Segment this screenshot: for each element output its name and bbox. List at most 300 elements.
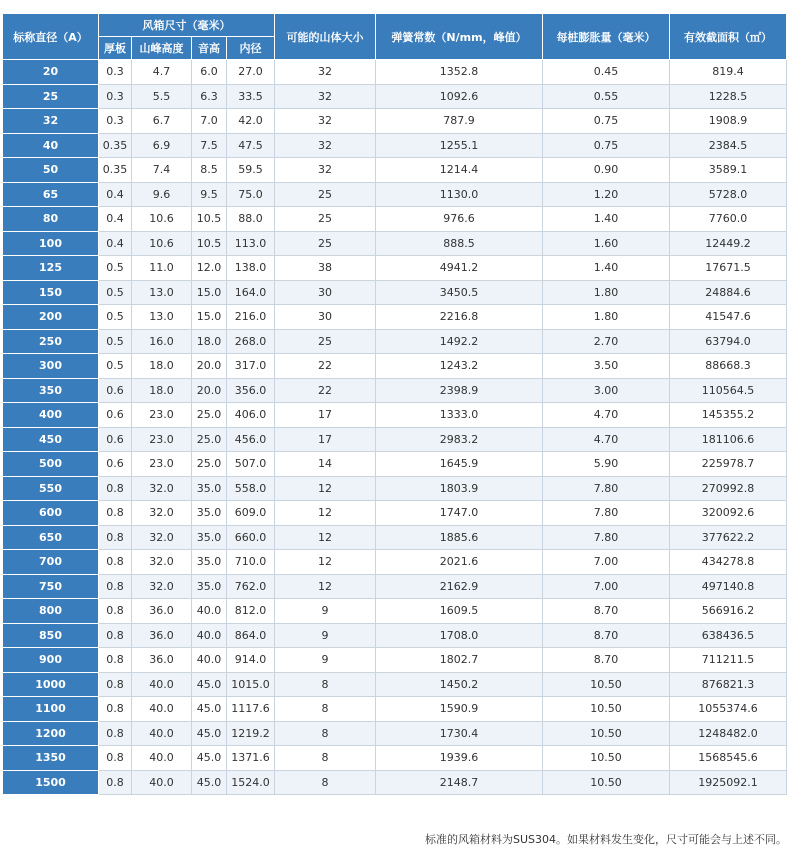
table-cell: 1.80 [543, 305, 670, 330]
table-row [3, 452, 787, 477]
table-cell: 7.5 [192, 133, 227, 158]
table-row [3, 770, 787, 795]
table-cell: 24884.6 [670, 280, 787, 305]
table-cell: 40.0 [132, 721, 192, 746]
table-cell: 0.45 [543, 60, 670, 85]
table-cell: 9 [275, 599, 376, 624]
table-cell: 0.8 [99, 476, 132, 501]
table-cell: 7.80 [543, 501, 670, 526]
table-cell: 32 [275, 109, 376, 134]
table-cell: 711211.5 [670, 648, 787, 673]
bellows-spec-table [2, 13, 787, 795]
table-row [3, 109, 787, 134]
table-cell: 6.9 [132, 133, 192, 158]
table-cell: 0.5 [99, 256, 132, 281]
table-cell: 32 [275, 84, 376, 109]
table-cell: 12 [275, 501, 376, 526]
table-cell: 18.0 [132, 354, 192, 379]
table-cell: 22 [275, 378, 376, 403]
table-row [3, 84, 787, 109]
table-cell: 10.6 [132, 207, 192, 232]
table-cell: 1802.7 [376, 648, 543, 673]
table-row [3, 403, 787, 428]
table-cell: 8.5 [192, 158, 227, 183]
table-cell: 1939.6 [376, 746, 543, 771]
table-cell: 4.70 [543, 427, 670, 452]
table-row [3, 378, 787, 403]
table-cell: 819.4 [670, 60, 787, 85]
table-row [3, 256, 787, 281]
table-cell: 1.80 [543, 280, 670, 305]
table-row [3, 501, 787, 526]
table-cell: 17 [275, 403, 376, 428]
table-cell: 14 [275, 452, 376, 477]
table-cell: 25.0 [192, 403, 227, 428]
table-cell: 25.0 [192, 427, 227, 452]
table-cell: 40.0 [132, 672, 192, 697]
row-header-cell: 65 [3, 182, 99, 207]
row-header-cell: 1000 [3, 672, 99, 697]
table-row [3, 599, 787, 624]
table-row [3, 182, 787, 207]
table-cell: 16.0 [132, 329, 192, 354]
table-cell: 876821.3 [670, 672, 787, 697]
table-cell: 13.0 [132, 305, 192, 330]
row-header-cell: 125 [3, 256, 99, 281]
table-cell: 434278.8 [670, 550, 787, 575]
row-header-cell: 1500 [3, 770, 99, 795]
table-cell: 75.0 [227, 182, 275, 207]
table-row [3, 550, 787, 575]
table-row [3, 305, 787, 330]
table-cell: 1.20 [543, 182, 670, 207]
table-cell: 1450.2 [376, 672, 543, 697]
table-cell: 35.0 [192, 574, 227, 599]
table-row [3, 354, 787, 379]
table-cell: 2384.5 [670, 133, 787, 158]
table-cell: 7760.0 [670, 207, 787, 232]
table-cell: 27.0 [227, 60, 275, 85]
table-cell: 3589.1 [670, 158, 787, 183]
table-cell: 1.40 [543, 256, 670, 281]
table-cell: 1243.2 [376, 354, 543, 379]
table-cell: 7.00 [543, 550, 670, 575]
table-cell: 2162.9 [376, 574, 543, 599]
row-header-cell: 750 [3, 574, 99, 599]
table-cell: 0.75 [543, 109, 670, 134]
table-cell: 1352.8 [376, 60, 543, 85]
table-cell: 4941.2 [376, 256, 543, 281]
table-cell: 558.0 [227, 476, 275, 501]
table-row [3, 427, 787, 452]
table-cell: 40.0 [192, 648, 227, 673]
table-cell: 17 [275, 427, 376, 452]
table-cell: 35.0 [192, 476, 227, 501]
table-cell: 8 [275, 721, 376, 746]
table-cell: 25 [275, 207, 376, 232]
header-inner-diameter: 内径 [227, 37, 275, 60]
table-cell: 41547.6 [670, 305, 787, 330]
header-peak-height: 山峰高度 [132, 37, 192, 60]
table-cell: 1228.5 [670, 84, 787, 109]
table-cell: 914.0 [227, 648, 275, 673]
table-cell: 113.0 [227, 231, 275, 256]
table-cell: 10.5 [192, 207, 227, 232]
table-cell: 36.0 [132, 648, 192, 673]
table-cell: 1214.4 [376, 158, 543, 183]
table-cell: 0.6 [99, 403, 132, 428]
table-cell: 25 [275, 231, 376, 256]
table-cell: 10.50 [543, 721, 670, 746]
row-header-cell: 40 [3, 133, 99, 158]
table-cell: 12 [275, 574, 376, 599]
table-cell: 7.0 [192, 109, 227, 134]
table-cell: 1.60 [543, 231, 670, 256]
table-cell: 42.0 [227, 109, 275, 134]
table-cell: 377622.2 [670, 525, 787, 550]
table-cell: 9 [275, 623, 376, 648]
table-cell: 1371.6 [227, 746, 275, 771]
row-header-cell: 25 [3, 84, 99, 109]
table-cell: 4.70 [543, 403, 670, 428]
table-cell: 0.8 [99, 746, 132, 771]
table-cell: 0.6 [99, 378, 132, 403]
table-cell: 270992.8 [670, 476, 787, 501]
table-cell: 0.8 [99, 574, 132, 599]
table-cell: 6.7 [132, 109, 192, 134]
table-cell: 0.4 [99, 182, 132, 207]
row-header-cell: 300 [3, 354, 99, 379]
table-cell: 0.4 [99, 207, 132, 232]
table-cell: 12.0 [192, 256, 227, 281]
row-header-cell: 250 [3, 329, 99, 354]
table-cell: 45.0 [192, 746, 227, 771]
table-cell: 0.8 [99, 525, 132, 550]
table-cell: 10.50 [543, 672, 670, 697]
table-cell: 216.0 [227, 305, 275, 330]
table-cell: 13.0 [132, 280, 192, 305]
table-cell: 23.0 [132, 403, 192, 428]
table-cell: 356.0 [227, 378, 275, 403]
table-cell: 32.0 [132, 550, 192, 575]
table-row [3, 574, 787, 599]
row-header-cell: 500 [3, 452, 99, 477]
table-cell: 6.3 [192, 84, 227, 109]
table-cell: 1015.0 [227, 672, 275, 697]
table-cell: 17671.5 [670, 256, 787, 281]
row-header-cell: 650 [3, 525, 99, 550]
table-cell: 0.8 [99, 648, 132, 673]
table-cell: 320092.6 [670, 501, 787, 526]
table-cell: 25.0 [192, 452, 227, 477]
table-cell: 7.4 [132, 158, 192, 183]
table-cell: 507.0 [227, 452, 275, 477]
table-cell: 2983.2 [376, 427, 543, 452]
header-nominal-diameter: 标称直径（A） [3, 14, 99, 60]
row-header-cell: 850 [3, 623, 99, 648]
row-header-cell: 1100 [3, 697, 99, 722]
table-cell: 32 [275, 133, 376, 158]
table-cell: 0.5 [99, 305, 132, 330]
table-cell: 1219.2 [227, 721, 275, 746]
table-cell: 8.70 [543, 599, 670, 624]
header-spring-constant: 弹簧常数（N/mm，峰值） [376, 14, 543, 60]
table-cell: 0.5 [99, 354, 132, 379]
table-cell: 1747.0 [376, 501, 543, 526]
table-cell: 0.75 [543, 133, 670, 158]
table-cell: 1708.0 [376, 623, 543, 648]
table-cell: 32.0 [132, 476, 192, 501]
table-cell: 30 [275, 280, 376, 305]
table-cell: 3450.5 [376, 280, 543, 305]
table-cell: 5.90 [543, 452, 670, 477]
table-cell: 8 [275, 697, 376, 722]
table-cell: 32 [275, 60, 376, 85]
table-cell: 18.0 [192, 329, 227, 354]
table-cell: 0.55 [543, 84, 670, 109]
table-row [3, 133, 787, 158]
table-cell: 2216.8 [376, 305, 543, 330]
table-cell: 45.0 [192, 770, 227, 795]
table-cell: 1.40 [543, 207, 670, 232]
table-cell: 1925092.1 [670, 770, 787, 795]
table-cell: 40.0 [132, 770, 192, 795]
table-cell: 32 [275, 158, 376, 183]
table-row [3, 525, 787, 550]
table-cell: 2021.6 [376, 550, 543, 575]
table-cell: 59.5 [227, 158, 275, 183]
table-cell: 7.00 [543, 574, 670, 599]
table-cell: 1130.0 [376, 182, 543, 207]
row-header-cell: 800 [3, 599, 99, 624]
table-cell: 23.0 [132, 427, 192, 452]
table-cell: 45.0 [192, 697, 227, 722]
table-cell: 0.3 [99, 84, 132, 109]
table-cell: 7.80 [543, 476, 670, 501]
row-header-cell: 400 [3, 403, 99, 428]
table-cell: 1609.5 [376, 599, 543, 624]
table-cell: 40.0 [192, 599, 227, 624]
table-cell: 566916.2 [670, 599, 787, 624]
table-cell: 10.50 [543, 746, 670, 771]
row-header-cell: 200 [3, 305, 99, 330]
row-header-cell: 80 [3, 207, 99, 232]
table-row [3, 476, 787, 501]
table-cell: 40.0 [132, 697, 192, 722]
table-cell: 0.8 [99, 721, 132, 746]
table-cell: 110564.5 [670, 378, 787, 403]
table-cell: 864.0 [227, 623, 275, 648]
table-cell: 0.8 [99, 501, 132, 526]
table-cell: 8.70 [543, 648, 670, 673]
table-cell: 40.0 [132, 746, 192, 771]
table-cell: 1333.0 [376, 403, 543, 428]
table-cell: 0.8 [99, 550, 132, 575]
row-header-cell: 600 [3, 501, 99, 526]
table-row [3, 623, 787, 648]
table-cell: 12 [275, 476, 376, 501]
material-note: 标准的风箱材料为SUS304。如果材料发生变化，尺寸可能会与上述不同。 [424, 833, 787, 846]
table-cell: 20.0 [192, 354, 227, 379]
header-effective-area: 有效截面积（㎡） [670, 14, 787, 60]
table-cell: 1885.6 [376, 525, 543, 550]
table-row [3, 231, 787, 256]
table-cell: 787.9 [376, 109, 543, 134]
table-cell: 762.0 [227, 574, 275, 599]
table-cell: 2148.7 [376, 770, 543, 795]
table-cell: 660.0 [227, 525, 275, 550]
table-cell: 3.50 [543, 354, 670, 379]
table-cell: 45.0 [192, 672, 227, 697]
table-cell: 20.0 [192, 378, 227, 403]
row-header-cell: 450 [3, 427, 99, 452]
table-cell: 30 [275, 305, 376, 330]
table-cell: 1590.9 [376, 697, 543, 722]
table-cell: 36.0 [132, 599, 192, 624]
table-cell: 11.0 [132, 256, 192, 281]
table-row [3, 60, 787, 85]
table-row [3, 721, 787, 746]
table-cell: 47.5 [227, 133, 275, 158]
table-cell: 32.0 [132, 501, 192, 526]
table-cell: 10.50 [543, 770, 670, 795]
table-cell: 25 [275, 329, 376, 354]
table-cell: 35.0 [192, 501, 227, 526]
table-cell: 88.0 [227, 207, 275, 232]
row-header-cell: 50 [3, 158, 99, 183]
table-cell: 181106.6 [670, 427, 787, 452]
table-cell: 5.5 [132, 84, 192, 109]
table-cell: 8.70 [543, 623, 670, 648]
table-cell: 138.0 [227, 256, 275, 281]
row-header-cell: 350 [3, 378, 99, 403]
table-cell: 1092.6 [376, 84, 543, 109]
table-cell: 10.6 [132, 231, 192, 256]
table-cell: 38 [275, 256, 376, 281]
table-row [3, 672, 787, 697]
table-cell: 456.0 [227, 427, 275, 452]
table-cell: 268.0 [227, 329, 275, 354]
table-cell: 225978.7 [670, 452, 787, 477]
table-cell: 45.0 [192, 721, 227, 746]
row-header-cell: 700 [3, 550, 99, 575]
table-cell: 32.0 [132, 525, 192, 550]
table-cell: 0.5 [99, 280, 132, 305]
table-cell: 8 [275, 672, 376, 697]
row-header-cell: 20 [3, 60, 99, 85]
table-cell: 1055374.6 [670, 697, 787, 722]
table-cell: 9.5 [192, 182, 227, 207]
table-cell: 8 [275, 746, 376, 771]
header-expansion: 每桩膨胀量（毫米） [543, 14, 670, 60]
table-cell: 23.0 [132, 452, 192, 477]
table-cell: 812.0 [227, 599, 275, 624]
table-cell: 3.00 [543, 378, 670, 403]
table-cell: 22 [275, 354, 376, 379]
row-header-cell: 900 [3, 648, 99, 673]
table-cell: 1248482.0 [670, 721, 787, 746]
table-cell: 63794.0 [670, 329, 787, 354]
row-header-cell: 550 [3, 476, 99, 501]
table-cell: 35.0 [192, 550, 227, 575]
table-cell: 609.0 [227, 501, 275, 526]
table-cell: 0.6 [99, 427, 132, 452]
table-row [3, 329, 787, 354]
row-header-cell: 1350 [3, 746, 99, 771]
table-cell: 1117.6 [227, 697, 275, 722]
table-cell: 0.3 [99, 109, 132, 134]
table-cell: 1908.9 [670, 109, 787, 134]
table-cell: 12 [275, 550, 376, 575]
table-cell: 976.6 [376, 207, 543, 232]
table-cell: 88668.3 [670, 354, 787, 379]
table-cell: 2398.9 [376, 378, 543, 403]
table-cell: 164.0 [227, 280, 275, 305]
header-pitch: 音高 [192, 37, 227, 60]
table-cell: 10.5 [192, 231, 227, 256]
table-cell: 40.0 [192, 623, 227, 648]
header-thickness: 厚板 [99, 37, 132, 60]
header-bellows-size: 风箱尺寸（毫米） [99, 14, 275, 37]
table-cell: 1803.9 [376, 476, 543, 501]
table-cell: 0.4 [99, 231, 132, 256]
table-cell: 0.5 [99, 329, 132, 354]
table-cell: 1255.1 [376, 133, 543, 158]
table-row [3, 158, 787, 183]
table-cell: 0.8 [99, 697, 132, 722]
table-body [3, 60, 787, 795]
table-cell: 36.0 [132, 623, 192, 648]
table-cell: 406.0 [227, 403, 275, 428]
table-cell: 317.0 [227, 354, 275, 379]
table-cell: 1492.2 [376, 329, 543, 354]
table-cell: 638436.5 [670, 623, 787, 648]
row-header-cell: 32 [3, 109, 99, 134]
table-cell: 8 [275, 770, 376, 795]
table-cell: 710.0 [227, 550, 275, 575]
table-cell: 145355.2 [670, 403, 787, 428]
row-header-cell: 100 [3, 231, 99, 256]
table-cell: 0.8 [99, 623, 132, 648]
table-cell: 1645.9 [376, 452, 543, 477]
table-cell: 0.6 [99, 452, 132, 477]
table-cell: 497140.8 [670, 574, 787, 599]
table-cell: 1730.4 [376, 721, 543, 746]
table-cell: 0.35 [99, 158, 132, 183]
table-cell: 9.6 [132, 182, 192, 207]
table-cell: 2.70 [543, 329, 670, 354]
table-cell: 9 [275, 648, 376, 673]
table-cell: 888.5 [376, 231, 543, 256]
table-row [3, 280, 787, 305]
table-cell: 15.0 [192, 305, 227, 330]
table-cell: 10.50 [543, 697, 670, 722]
row-header-cell: 1200 [3, 721, 99, 746]
table-cell: 33.5 [227, 84, 275, 109]
header-peak-count: 可能的山体大小 [275, 14, 376, 60]
table-cell: 7.80 [543, 525, 670, 550]
table-cell: 35.0 [192, 525, 227, 550]
table-cell: 0.90 [543, 158, 670, 183]
table-row [3, 207, 787, 232]
table-cell: 18.0 [132, 378, 192, 403]
table-cell: 32.0 [132, 574, 192, 599]
table-cell: 25 [275, 182, 376, 207]
table-row [3, 746, 787, 771]
table-cell: 12 [275, 525, 376, 550]
table-row [3, 697, 787, 722]
table-cell: 0.3 [99, 60, 132, 85]
